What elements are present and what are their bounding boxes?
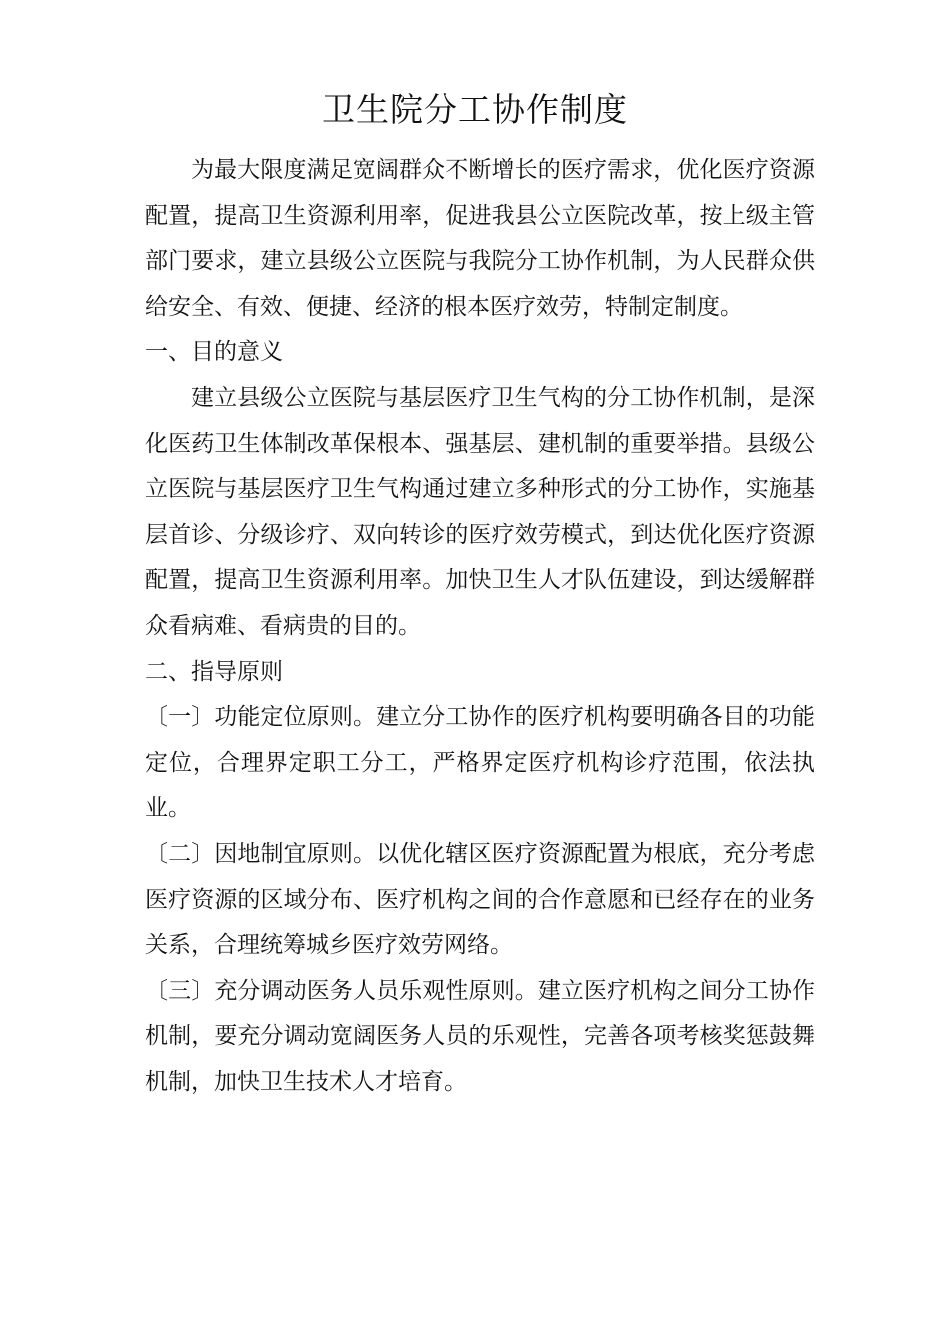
purpose-paragraph: 建立县级公立医院与基层医疗卫生气构的分工协作机制，是深化医药卫生体制改革保根本、强基层、建机制的重要举措。县级公立医院与基层医疗卫生气构通过建立多种形式的分工协作，实施基层首诊、分级诊疗、双向转诊的医疗效劳模式，到达优化医疗资源配置，提高卫生资源利用率。加快卫生人才队伍建设，到达缓解群众看病难、看病贵的目的。 xyxy=(145,384,815,639)
section-heading-principles: 二、指导原则 xyxy=(145,658,283,685)
principle-item-3: 〔三〕充分调动医务人员乐观性原则。建立医疗机构之间分工协作机制，要充分调动宽阔医务人员的乐观性，完善各项考核奖惩鼓舞机制，加快卫生技术人才培育。 xyxy=(145,977,815,1095)
principle-item-1: 〔一〕功能定位原则。建立分工协作的医疗机构要明确各目的功能定位，合理界定职工分工，严格界定医疗机构诊疗范围，依法执业。 xyxy=(145,704,815,822)
document-body xyxy=(145,148,815,1105)
principle-item-2: 〔二〕因地制宜原则。以优化辖区医疗资源配置为根底，充分考虑医疗资源的区域分布、医疗机构之间的合作意愿和已经存在的业务关系，合理统筹城乡医疗效劳网络。 xyxy=(145,840,815,959)
section-heading-purpose: 一、目的意义 xyxy=(145,339,283,366)
document-title: 卫生院分工协作制度 xyxy=(322,90,628,129)
intro-paragraph: 为最大限度满足宽阔群众不断增长的医疗需求，优化医疗资源配置，提高卫生资源利用率，促进我县公立医院改革，按上级主管部门要求，建立县级公立医院与我院分工协作机制，为人民群众供给安全、有效、便捷、经济的根本医疗效劳，特制定制度。 xyxy=(145,157,815,320)
